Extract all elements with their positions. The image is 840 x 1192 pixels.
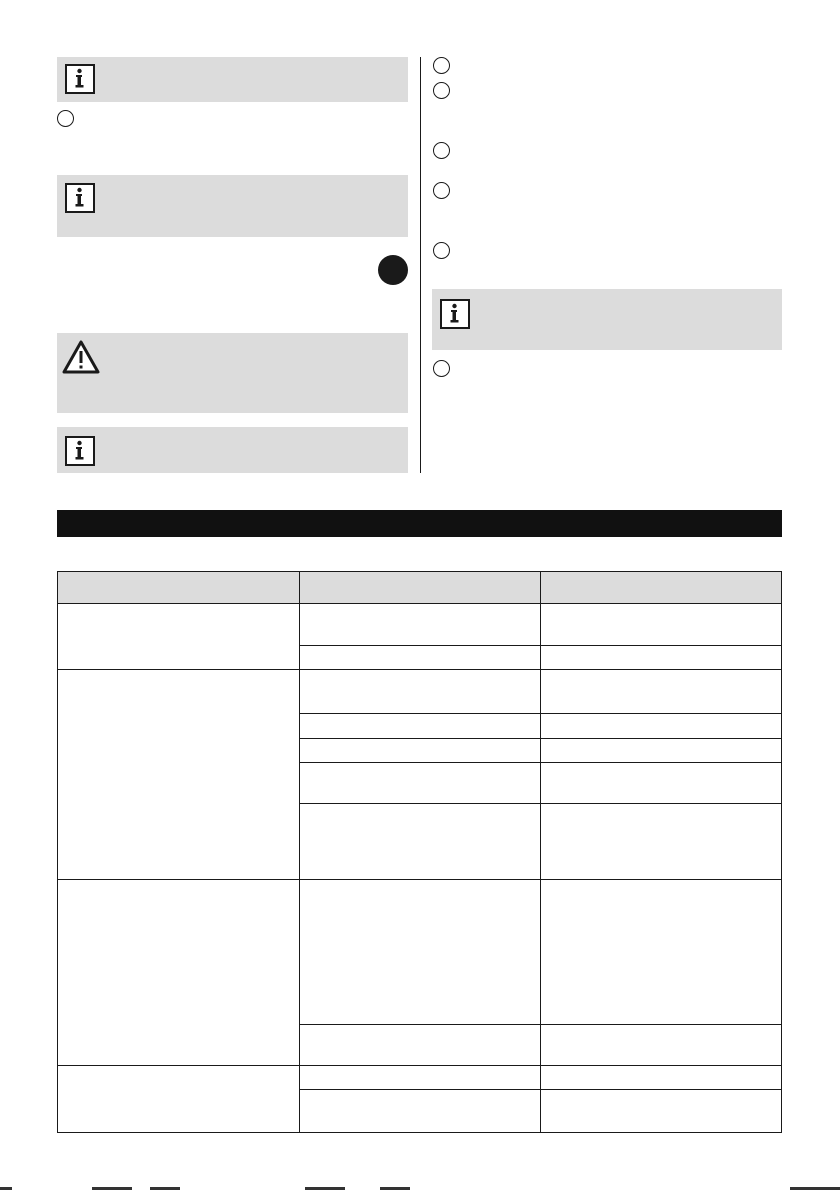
table-subrow-divider	[299, 1089, 781, 1090]
info-icon	[65, 64, 95, 94]
table-subrow-divider	[299, 1024, 781, 1025]
table-subrow-divider	[299, 738, 781, 739]
table-row-divider	[58, 669, 781, 670]
step-number-circle	[433, 182, 450, 199]
section-heading-bar	[57, 510, 782, 537]
table-column-divider	[540, 572, 541, 1132]
info-note-box-3	[57, 427, 408, 473]
step-number-circle	[433, 360, 450, 377]
troubleshooting-table	[57, 571, 782, 1133]
table-subrow-divider	[299, 645, 781, 646]
step-number-circle	[433, 82, 450, 99]
table-subrow-divider	[299, 803, 781, 804]
info-note-box-4	[432, 289, 782, 350]
section-marker-dot	[378, 255, 408, 285]
step-number-circle	[433, 142, 450, 159]
table-column-divider	[299, 572, 300, 1132]
page-bottom-edge	[0, 1184, 840, 1192]
warning-box	[57, 333, 408, 413]
warning-icon	[61, 339, 101, 375]
table-row-divider	[58, 879, 781, 880]
step-number-circle	[433, 57, 450, 74]
table-subrow-divider	[299, 762, 781, 763]
info-icon	[65, 436, 95, 466]
step-number-circle	[57, 110, 74, 127]
info-note-box-1	[57, 57, 408, 102]
info-note-box-2	[57, 175, 408, 237]
table-row-divider	[58, 1065, 781, 1066]
column-divider	[420, 57, 421, 473]
table-subrow-divider	[299, 713, 781, 714]
info-icon	[65, 183, 95, 213]
table-header	[58, 572, 781, 604]
info-icon	[440, 299, 470, 329]
step-number-circle	[433, 242, 450, 259]
